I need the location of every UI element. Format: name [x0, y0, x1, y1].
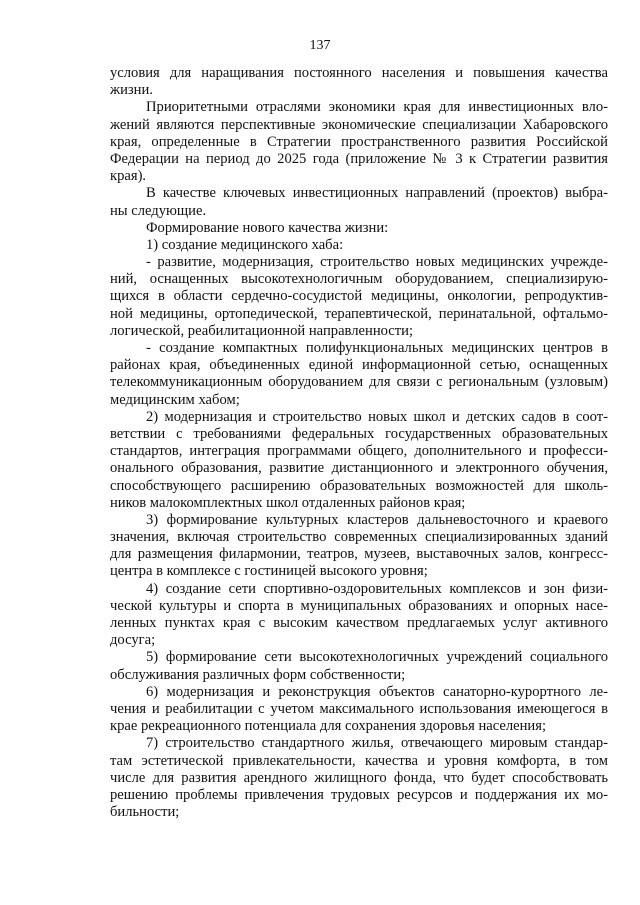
text-line: досуга; — [110, 632, 156, 649]
text-line: логической, реабилитационной направленности; — [110, 322, 414, 339]
text-line: условия для наращивания постоянного населения и повышения качества — [110, 65, 608, 81]
text-line: края, определенные в Стратегии пространственного развития Российской — [110, 133, 608, 150]
text-line: - развитие, модернизация, строительство новых медицинских учрежде- — [146, 254, 608, 271]
text-line: жений являются перспективные экономические специализации Хабаровского — [110, 116, 608, 133]
text-line: медицинским хабом; — [110, 391, 240, 408]
text-line: В качестве ключевых инвестиционных направлений (проектов) выбра- — [146, 185, 608, 202]
text-line: 2) модернизация и строительство новых школ и детских садов в соот- — [146, 408, 608, 425]
text-line: Федерации на период до 2025 года (приложение № 3 к Стратегии развития — [110, 150, 608, 167]
page-number: 137 — [309, 38, 331, 53]
text-line: 1) создание медицинского хаба: — [146, 236, 344, 253]
text-line: ны следующие. — [110, 202, 207, 219]
text-line: ной медицины, ортопедической, терапевтической, перинатальной, офтальмо- — [110, 305, 608, 322]
body-text — [110, 65, 608, 821]
text-line: для размещения филармонии, театров, музеев, выставочных залов, конгресс- — [110, 546, 608, 563]
text-line: Приоритетными отраслями экономики края для инвестиционных вло- — [146, 99, 608, 116]
text-line: бильности; — [110, 804, 180, 821]
text-line: жизни. — [110, 82, 153, 99]
text-line: 4) создание сети спортивно-оздоровительных комплексов и зон физи- — [146, 580, 608, 597]
text-line: стандартов, интеграция программами общего, дополнительного и професси- — [110, 443, 608, 460]
text-line: ветствии с требованиями федеральных государственных образовательных — [110, 425, 608, 442]
text-line: ленных пунктах края с высоким качеством предлагаемых услуг активного — [110, 615, 608, 631]
text-line: 5) формирование сети высокотехнологичных учреждений социального — [146, 649, 608, 666]
text-line: края). — [110, 168, 147, 185]
text-line: там эстетической привлекательности, качества и уровня комфорта, в том — [110, 752, 608, 769]
text-line: ний, оснащенных высокотехнологичным оборудованием, специализирую- — [110, 271, 608, 288]
text-line: обслуживания различных форм собственности; — [110, 666, 406, 683]
text-line: ников малокомплектных школ отдаленных районов края; — [110, 494, 466, 511]
text-line: щихся в области сердечно-сосудистой медицины, онкологии, репродуктив- — [110, 288, 608, 305]
text-line: Формирование нового качества жизни: — [146, 219, 389, 236]
text-line: районах края, объединенных единой информационной сетью, оснащенных — [110, 357, 608, 374]
text-line: крае рекреационного потенциала для сохранения здоровья населения; — [110, 718, 547, 735]
text-line: - создание компактных полифункциональных медицинских центров в — [146, 340, 608, 356]
text-line: чения и реабилитации с учетом максимального использования имеющегося в — [110, 700, 608, 717]
text-line: центра в комплексе с гостиницей высокого уровня; — [110, 563, 428, 580]
text-line: телекоммуникационным оборудованием для связи с региональным (узловым) — [110, 374, 608, 391]
text-line: 7) строительство стандартного жилья, отвечающего мировым стандар- — [146, 735, 608, 752]
text-line: 6) модернизация и реконструкция объектов санаторно-курортного ле- — [146, 683, 608, 700]
text-line: значения, включая строительство современных специализированных зданий — [110, 529, 608, 546]
text-line: способствующего расширению образовательных возможностей для школь- — [110, 477, 608, 494]
text-line: онального образования, развитие дистанционного и электронного обучения, — [110, 460, 608, 477]
text-line: решению проблемы привлечения трудовых ресурсов и поддержания их мо- — [110, 786, 608, 803]
text-line: 3) формирование культурных кластеров дальневосточного и краевого — [146, 511, 608, 528]
text-line: ческой культуры и спорта в муниципальных образованиях и опорных насе- — [110, 597, 608, 614]
text-line: числе для развития арендного жилищного фонда, что будет способствовать — [110, 769, 608, 786]
